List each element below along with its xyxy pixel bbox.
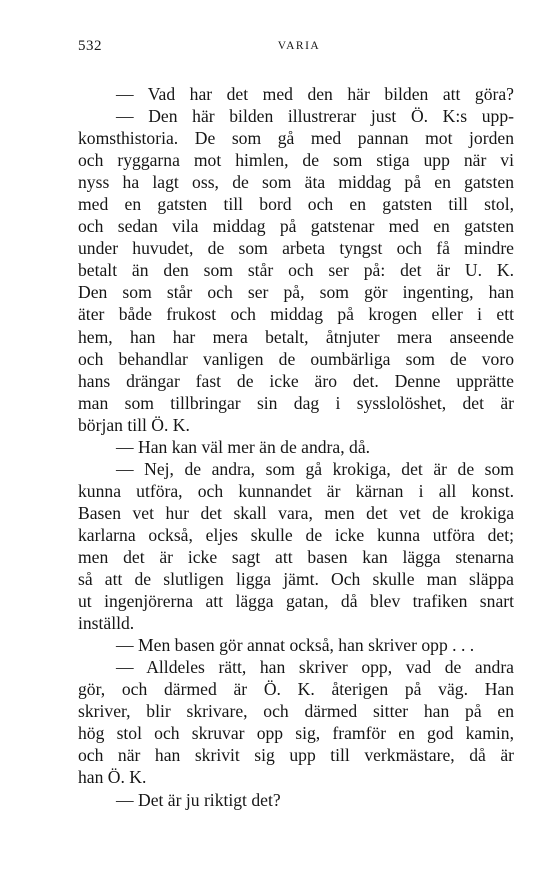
- text-line: skriver, blir skrivare, och därmed sitter han på en: [78, 701, 514, 722]
- body-text: [78, 83, 514, 811]
- text-line: — Vad har det med den här bilden att göra?: [116, 84, 514, 104]
- text-line: under huvudet, de som arbeta tyngst och få mindre: [78, 238, 514, 259]
- page-number: 532: [78, 38, 102, 54]
- text-line: karlarna också, eljes skulle de icke kunna utföra det;: [78, 524, 514, 545]
- text-line: gör, och därmed är Ö. K. återigen på väg. Han: [78, 679, 514, 700]
- text-line: men det är icke sagt att basen kan lägga stenarna: [78, 546, 514, 567]
- text-line: man som tillbringar sin dag i sysslolöshet, det är: [78, 392, 514, 413]
- text-line: början till Ö. K.: [78, 414, 190, 435]
- text-line: hög stol och skruvar opp sig, framför en god kamin,: [78, 723, 514, 744]
- text-line: — Den här bilden illustrerar just Ö. K:s upp-: [116, 106, 514, 127]
- text-line: ut ingenjörerna att lägga gatan, då blev trafiken snart: [78, 591, 514, 612]
- text-line: med en gatsten till bord och en gatsten till stol,: [78, 194, 514, 215]
- text-line: och sedan vila middag på gatstenar med en gatsten: [78, 216, 514, 237]
- running-head: VARIA: [277, 40, 321, 52]
- text-line: så att de slutligen ligga jämt. Och skulle man släppa: [78, 569, 514, 590]
- text-line: och ryggarna mot himlen, de som stiga upp när vi: [78, 150, 514, 171]
- text-line: hem, han har mera betalt, åtnjuter mera anseende: [78, 326, 514, 347]
- text-line: Den som står och ser på, som gör ingenting, han: [78, 282, 514, 303]
- text-line: nyss ha lagt oss, de som äta middag på en gatsten: [78, 172, 514, 193]
- text-line: Basen vet hur det skall vara, men det vet de krokiga: [78, 502, 514, 523]
- text-line: han Ö. K.: [78, 767, 147, 788]
- text-line: och behandlar vanligen de oumbärliga som de voro: [78, 348, 514, 369]
- text-line: betalt än den som står och ser på: det är U. K.: [78, 260, 514, 281]
- text-line: — Han kan väl mer än de andra, då.: [116, 436, 371, 457]
- text-line: — Nej, de andra, som gå krokiga, det är de som: [116, 458, 514, 479]
- text-line: komsthistoria. De som gå med pannan mot jorden: [78, 128, 514, 149]
- page-header: [78, 38, 520, 60]
- text-line: äter både frukost och middag på krogen eller i ett: [78, 304, 514, 325]
- text-line: — Men basen gör annat också, han skriver opp . . .: [116, 635, 475, 656]
- text-line: kunna utföra, och kunnandet är kärnan i all konst.: [78, 480, 514, 501]
- text-line: — Alldeles rätt, han skriver opp, vad de andra: [116, 657, 514, 678]
- text-line: hans drängar fast de icke äro det. Denne upprätte: [78, 370, 514, 391]
- text-line: och när han skrivit sig upp till verkmästare, då är: [78, 745, 514, 766]
- text-line: inställd.: [78, 613, 135, 634]
- text-line: — Det är ju riktigt det?: [116, 789, 281, 810]
